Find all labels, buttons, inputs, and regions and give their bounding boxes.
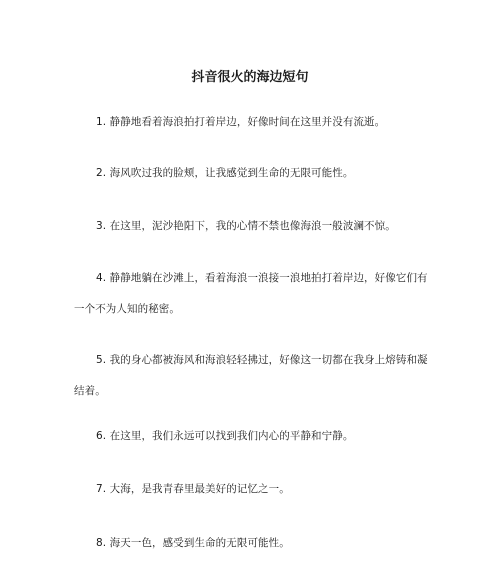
paragraph-7: 7. 大海，是我青春里最美好的记忆之一。 xyxy=(96,483,290,495)
paragraph-1: 1. 静静地看着海浪拍打着岸边，好像时间在这里并没有流逝。 xyxy=(96,116,386,128)
paragraph-6: 6. 在这里，我们永远可以找到我们内心的平静和宁静。 xyxy=(96,430,354,442)
document-title: 抖音很火的海边短句 xyxy=(191,70,309,85)
paragraph-4: 4. 静静地躺在沙滩上，看着海浪一浪接一浪地拍打着岸边，好像它们有一个不为人知的秘密。 xyxy=(74,272,428,315)
paragraph-8: 8. 海天一色，感受到生命的无限可能性。 xyxy=(96,537,290,549)
paragraph-3: 3. 在这里，泥沙艳阳下，我的心情不禁也像海浪一般波澜不惊。 xyxy=(96,220,396,232)
paragraph-5: 5. 我的身心都被海风和海浪轻轻拂过，好像这一切都在我身上熔铸和凝结着。 xyxy=(74,354,428,397)
paragraph-2: 2. 海风吹过我的脸颊，让我感觉到生命的无限可能性。 xyxy=(96,167,354,179)
